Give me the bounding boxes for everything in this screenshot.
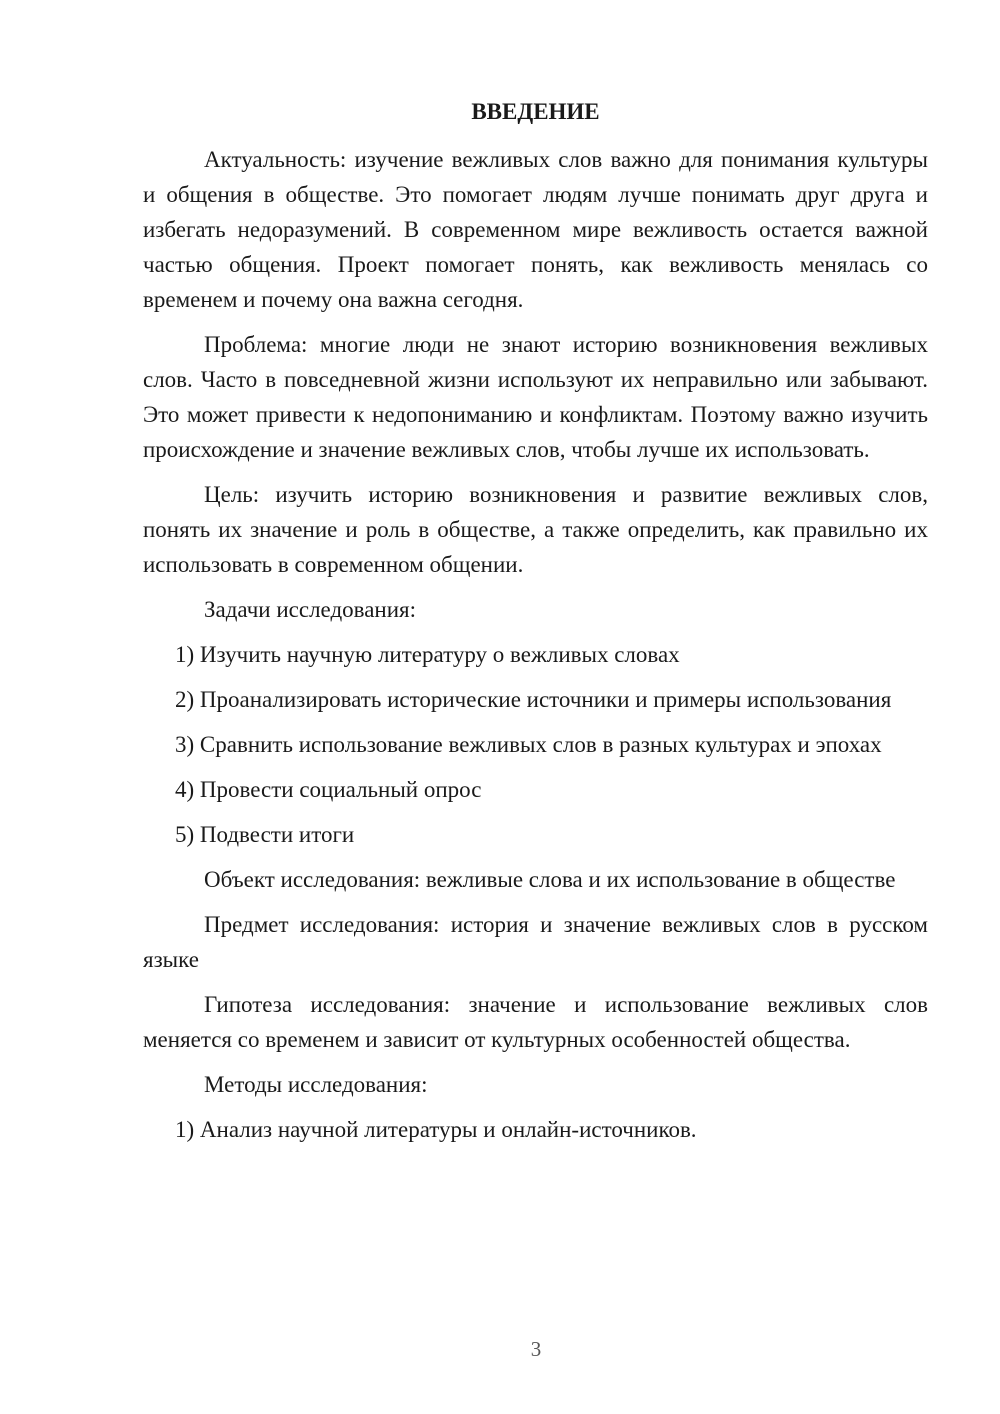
paragraph-object: Объект исследования: вежливые слова и их использование в обществе: [204, 867, 896, 892]
task-item: 4) Провести социальный опрос: [175, 777, 482, 802]
task-item: 5) Подвести итоги: [175, 822, 355, 847]
section-title: ВВЕДЕНИЕ: [471, 99, 600, 124]
paragraph-hypothesis: Гипотеза исследования: значение и использование вежливых слов меняется со временем и зависит от культурных особенностей общества.: [143, 992, 928, 1052]
paragraph-relevance: Актуальность: изучение вежливых слов важно для понимания культуры и общения в обществе. Это помогает людям лучше понимать друг друга и избегать недоразумений. В современном мире вежливость остается важной частью общения. Проект помогает понять, как вежливость менялась со временем и почему она важна сегодня.: [143, 147, 928, 312]
page-number: 3: [530, 1337, 542, 1361]
page-content: [143, 94, 928, 1157]
paragraph-problem: Проблема: многие люди не знают историю возникновения вежливых слов. Часто в повседневной жизни используют их неправильно или забывают. Это может привести к недопониманию и конфликтам. Поэтому важно изучить происхождение и значение вежливых слов, чтобы лучше их использовать.: [143, 332, 928, 462]
method-item: 1) Анализ научной литературы и онлайн-источников.: [175, 1117, 697, 1142]
methods-heading: Методы исследования:: [204, 1072, 428, 1097]
task-item: 1) Изучить научную литературу о вежливых словах: [175, 642, 680, 667]
paragraph-goal: Цель: изучить историю возникновения и развитие вежливых слов, понять их значение и роль в обществе, а также определить, как правильно их использовать в современном общении.: [143, 482, 928, 577]
task-item: 3) Сравнить использование вежливых слов в разных культурах и эпохах: [175, 732, 882, 757]
tasks-heading: Задачи исследования:: [204, 597, 417, 622]
paragraph-subject: Предмет исследования: история и значение вежливых слов в русском языке: [143, 912, 928, 972]
task-item: 2) Проанализировать исторические источники и примеры использования: [175, 687, 892, 712]
